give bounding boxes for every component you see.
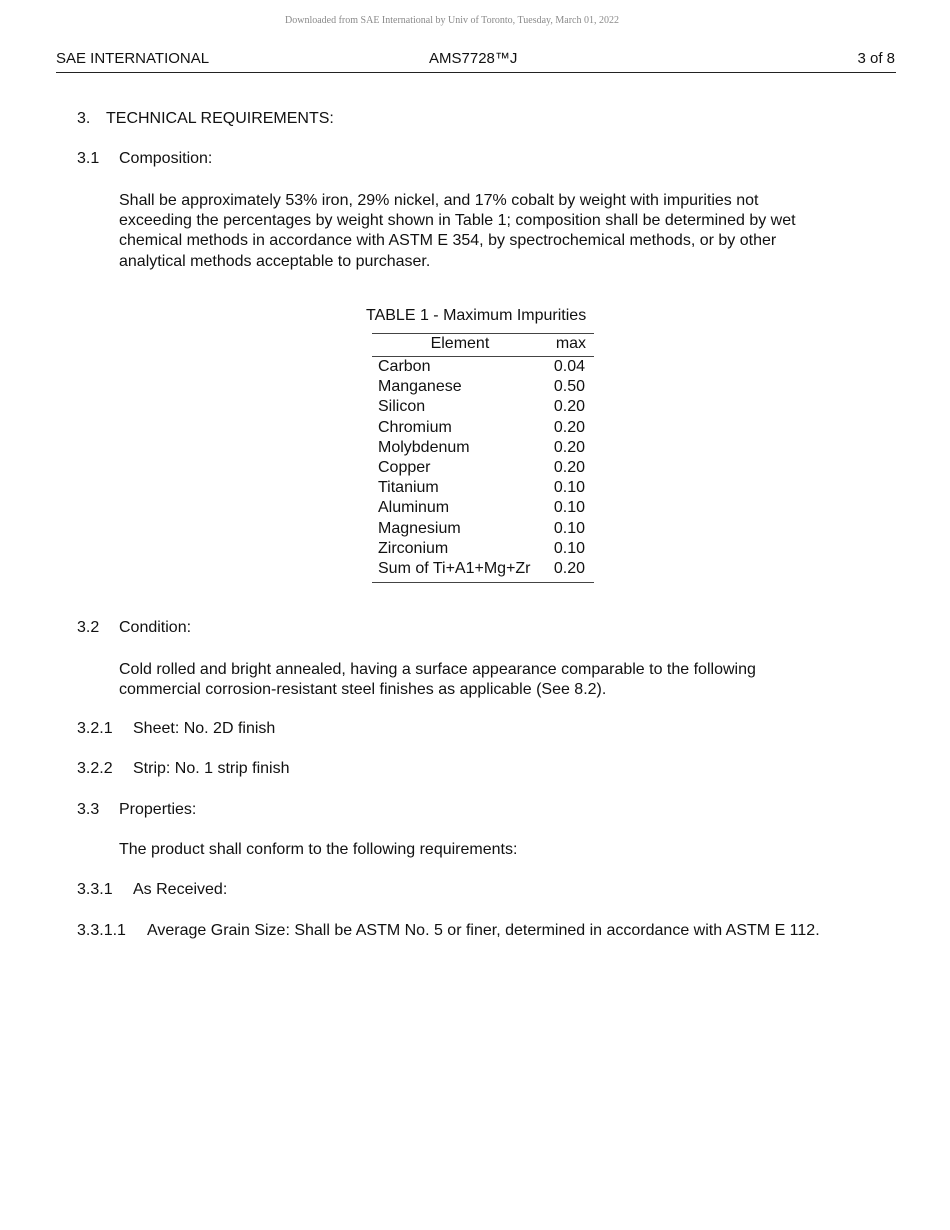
header-publisher: SAE INTERNATIONAL [56,50,210,67]
max-cell: 0.10 [553,479,586,497]
section-3-2-2-title: Strip: No. 1 strip finish [133,760,290,777]
element-cell: Sum of Ti+A1+Mg+Zr [372,559,548,583]
composition-line: exceeding the percentages by weight shown in Table 1; composition shall be determined by wet [119,212,796,230]
element-cell: Carbon [378,358,431,375]
section-3-3-1-1-title: Average Grain Size: Shall be ASTM No. 5 or finer, determined in accordance with ASTM E 112. [147,922,820,939]
download-watermark: Downloaded from SAE International by Univ of Toronto, Tuesday, March 01, 2022 [285,15,619,26]
properties-paragraph: The product shall conform to the following requirements: [119,841,518,858]
max-cell: 0.20 [548,559,594,583]
impurities-table [372,333,594,583]
section-3-2-2-number: 3.2.2 [77,760,113,777]
table-row [372,498,594,518]
table-row [372,559,594,583]
composition-line: Shall be approximately 53% iron, 29% nickel, and 17% cobalt by weight with impurities not [119,192,759,209]
max-cell: 0.50 [553,378,586,396]
element-cell: Magnesium [378,519,461,537]
table-row [372,397,594,417]
section-3-3-title: Properties: [119,801,197,818]
table-row [372,377,594,397]
section-3-title: TECHNICAL REQUIREMENTS: [106,110,334,127]
section-3-2-1-title: Sheet: No. 2D finish [133,720,276,737]
table-row [372,539,594,559]
element-cell: Molybdenum [378,438,470,456]
condition-paragraph [119,660,756,700]
section-3-3-1-1-number: 3.3.1.1 [77,922,126,939]
composition-line: analytical methods acceptable to purchaser. [119,252,431,270]
section-3-2-number: 3.2 [77,619,100,636]
max-cell: 0.20 [553,459,586,477]
section-3-3-1-title: As Received: [133,881,228,898]
element-cell: Chromium [378,418,452,436]
section-3-3-1-number: 3.3.1 [77,881,113,898]
table-row [372,458,594,478]
element-cell: Manganese [378,378,462,396]
header-document-id: AMS7728™J [429,50,518,67]
element-cell: Silicon [378,398,426,416]
max-cell: 0.20 [553,398,586,416]
table-row [372,357,594,378]
table-row [372,418,594,438]
max-cell: 0.20 [553,438,586,456]
element-cell: Titanium [378,479,439,497]
composition-paragraph [119,191,796,272]
max-cell: 0.10 [553,519,586,537]
element-cell: Aluminum [378,499,450,517]
element-cell: Copper [378,459,431,477]
max-cell: 0.04 [553,358,586,375]
max-cell: 0.10 [553,539,586,557]
condition-line: commercial corrosion-resistant steel finishes as applicable (See 8.2). [119,681,607,699]
max-cell: 0.20 [553,418,586,436]
element-cell: Zirconium [378,539,449,557]
condition-line: Cold rolled and bright annealed, having a surface appearance comparable to the following [119,661,756,678]
section-3-1-number: 3.1 [77,150,100,167]
section-3-3-number: 3.3 [77,801,100,818]
section-3-2-1-number: 3.2.1 [77,720,113,737]
header-page-number: 3 of 8 [857,50,895,67]
composition-line: chemical methods in accordance with ASTM E 354, by spectrochemical methods, or by other [119,232,777,250]
table-row [372,478,594,498]
section-3-number: 3. [77,110,91,127]
max-cell: 0.10 [553,499,586,517]
column-header-element: Element [372,334,548,357]
table-row [372,438,594,458]
header-rule [56,72,896,73]
table-1-caption: TABLE 1 - Maximum Impurities [366,307,587,324]
section-3-1-title: Composition: [119,150,213,167]
table-row [372,519,594,539]
section-3-2-title: Condition: [119,619,192,636]
column-header-max: max [548,334,594,357]
